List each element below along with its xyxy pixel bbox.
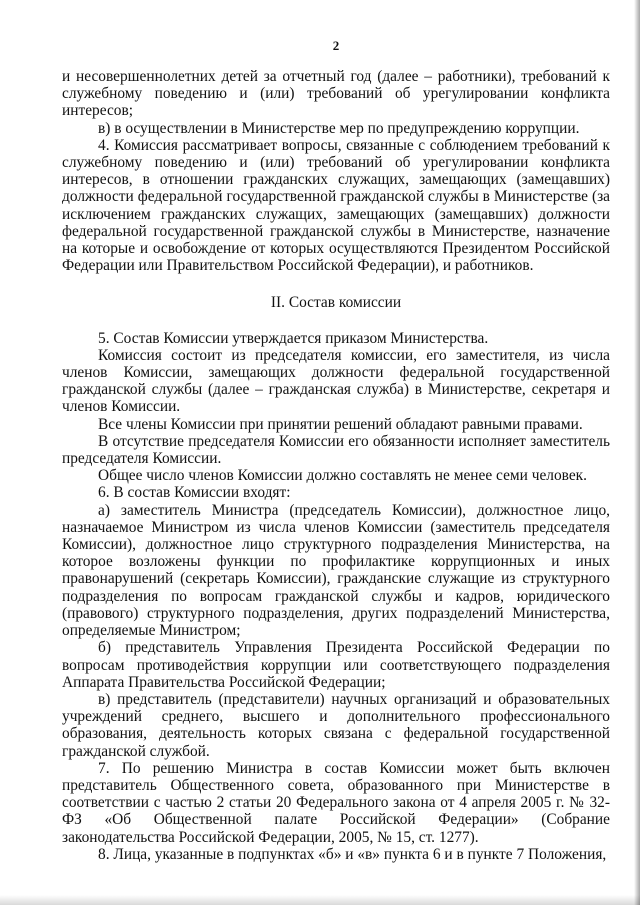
paragraph-p-cont: и несовершеннолетних детей за отчетный год (далее – работники), требований к служебному поведению и (или) требований об урегулировании конфликта интересов;	[62, 68, 610, 120]
section-title: II. Состав комиссии	[270, 294, 402, 312]
document-body-bottom	[62, 330, 610, 863]
paragraph-p-5d: Общее число членов Комиссии должно составлять не менее семи человек.	[98, 467, 587, 485]
scan-bottom-shadow	[0, 895, 640, 905]
paragraph-p-6b: б) представитель Управления Президента Российской Федерации по вопросам противодействия коррупции или соответствующего подразделения Аппарата Правительства Российской Федерации;	[62, 639, 610, 691]
paragraph-p-8: 8. Лица, указанные в подпунктах «б» и «в» пункта 6 и в пункте 7 Положения,	[98, 845, 607, 863]
page-number: 2	[332, 38, 340, 53]
paragraph-p-6a: а) заместитель Министра (председатель Комиссии), должностное лицо, назначаемое Министром из числа членов Комиссии (заместитель председателя Комиссии), должностное лицо структурного подразделения Министерства, на которое возложены функции по профилактике коррупционных и иных правонарушений (секретарь Комиссии), гражданские служащие из структурного подразделения по вопросам гражданской службы и кадров, юридического (правового) структурного подразделения, других подразделений Министерства, определяемые Министром;	[62, 501, 610, 640]
scan-edge-shadow	[634, 0, 640, 905]
paragraph-p-5b: Все члены Комиссии при принятии решений обладают равными правами.	[98, 415, 583, 433]
paragraph-p-4: 4. Комиссия рассматривает вопросы, связанные с соблюдением требований к служебному поведению и (или) требований об урегулировании конфликта интересов, в отношении гражданских служащих, замещающих (замещавших) должности федеральной государственной гражданской службы в Министерстве (за исключением гражданских служащих, замещающих (замещавших) должности федеральной государственной гражданской службы в Министерстве, назначение на которые и освобождение от которых осуществляются Президентом Российской Федерации или Правительством Российской Федерации), и работников.	[62, 136, 610, 275]
paragraph-p-6: 6. В состав Комиссии входят:	[98, 484, 291, 502]
paragraph-p-5c: В отсутствие председателя Комиссии его обязанности исполняет заместитель председателя Комиссии.	[62, 432, 610, 468]
paragraph-p-7: 7. По решению Министра в состав Комиссии может быть включен представитель Общественного совета, образованного при Министерстве в соответствии с частью 2 статьи 20 Федерального закона от 4 апреля 2005 г. № 32-ФЗ «Об Общественной палате Российской Федерации» (Собрание законодательства Российской Федерации, 2005, № 15, ст. 1277).	[62, 759, 610, 846]
paragraph-p-5: 5. Состав Комиссии утверждается приказом Министерства.	[98, 329, 489, 347]
document-body-top	[62, 68, 610, 274]
paragraph-p-5a: Комиссия состоит из председателя комиссии, его заместителя, из числа членов Комиссии, замещающих должности федеральной государственной гражданской службы (далее – гражданская служба) в Министерстве, секретаря и членов Комиссии.	[62, 346, 610, 416]
paragraph-p-3v: в) в осуществлении в Министерстве мер по предупреждению коррупции.	[98, 119, 580, 137]
paragraph-p-6v: в) представитель (представители) научных организаций и образовательных учреждений среднего, высшего и дополнительного профессионального образования, деятельность которых связана с федеральной государственной гражданской службой.	[62, 690, 610, 760]
